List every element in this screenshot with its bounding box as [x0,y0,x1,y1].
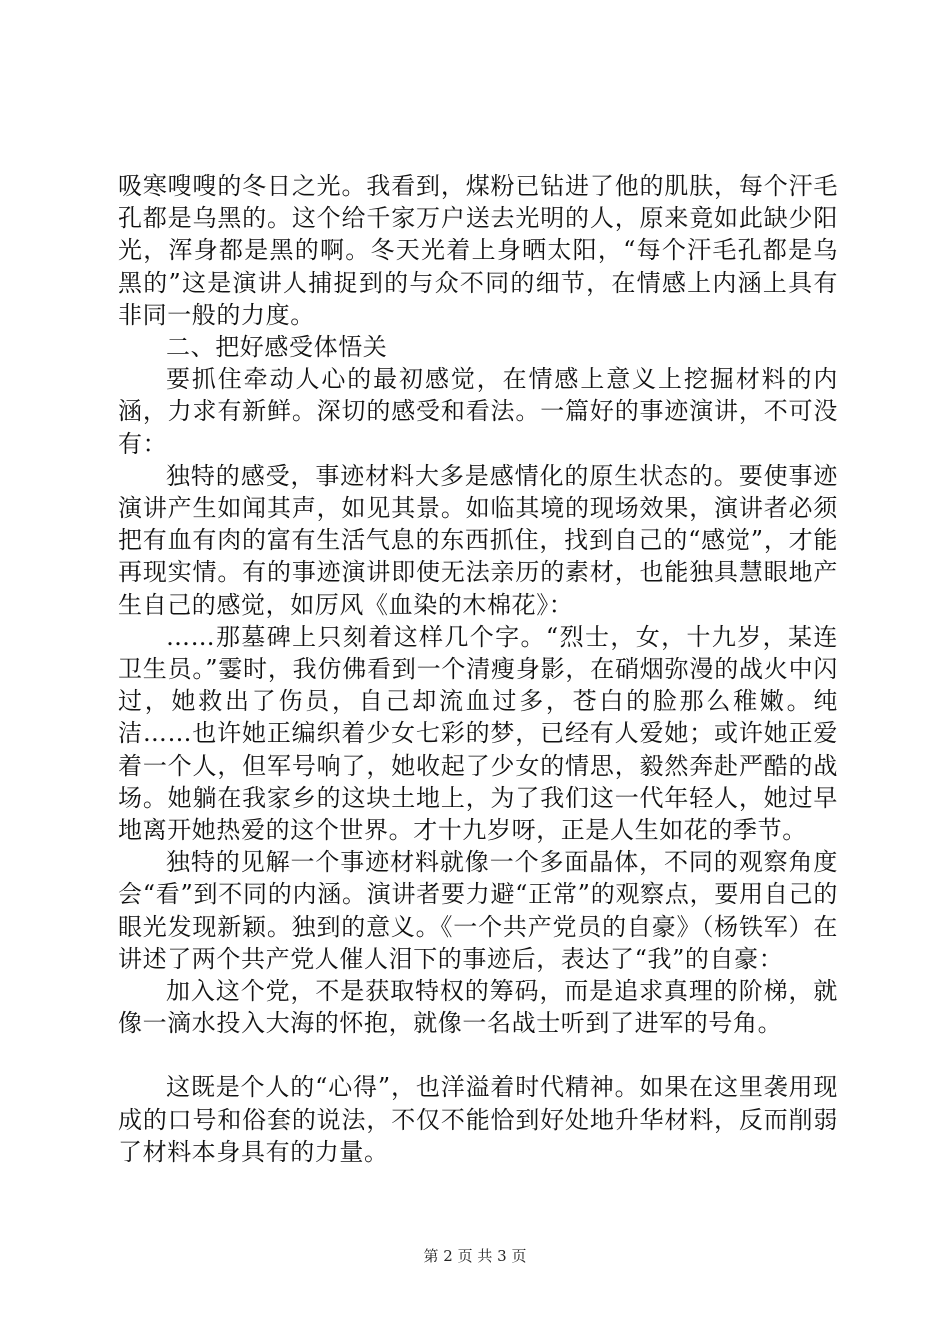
paragraph: 独特的见解一个事迹材料就像一个多面晶体，不同的观察角度会“看”到不同的内涵。演讲者要力避“正常”的观察点，要用自己的眼光发现新颖。独到的意义。《一个共产党员的自豪》（杨铁军）在讲述了两个共产党人催人泪下的事迹后，表达了“我”的自豪： [118,848,838,973]
document-body [118,170,838,1168]
page-number-label: 第 2 页 共 3 页 [423,1247,527,1265]
paragraph: 独特的感受，事迹材料大多是感情化的原生状态的。要使事迹演讲产生如闻其声，如见其景。如临其境的现场效果，演讲者必须把有血有肉的富有生活气息的东西抓住，找到自己的“感觉”，才能再现实情。有的事迹演讲即使无法亲历的素材，也能独具慧眼地产生自己的感觉，如厉风《血染的木棉花》： [118,461,838,619]
paragraph: 这既是个人的“心得”，也洋溢着时代精神。如果在这里袭用现成的口号和俗套的说法，不仅不能恰到好处地升华材料，反而削弱了材料本身具有的力量。 [118,1073,838,1166]
quoted-paragraph: ……那墓碑上只刻着这样几个字。“烈士，女，十九岁，某连卫生员。”霎时，我仿佛看到一个清瘦身影，在硝烟弥漫的战火中闪过，她救出了伤员，自己却流血过多，苍白的脸那么稚嫩。纯洁……也许她正编织着少女七彩的梦，已经有人爱她；或许她正爱着一个人，但军号响了，她收起了少女的情思，毅然奔赴严酷的战场。她躺在我家乡的这块土地上，为了我们这一代年轻人，她过早地离开她热爱的这个世界。才十九岁呀，正是人生如花的季节。 [118,622,838,845]
paragraph: 要抓住牵动人心的最初感觉，在情感上意义上挖掘材料的内涵，力求有新鲜。深切的感受和看法。一篇好的事迹演讲，不可没有： [118,365,838,458]
page-footer [0,1246,950,1266]
quoted-paragraph: 加入这个党，不是获取特权的筹码，而是追求真理的阶梯，就像一滴水投入大海的怀抱，就像一名战士听到了进军的号角。 [118,977,838,1038]
paragraph-continuation: 吸寒嗖嗖的冬日之光。我看到，煤粉已钻进了他的肌肤，每个汗毛孔都是乌黑的。这个给千家万户送去光明的人，原来竟如此缺少阳光，浑身都是黑的啊。冬天光着上身晒太阳，“每个汗毛孔都是乌黑的”这是演讲人捕捉到的与众不同的细节，在情感上内涵上具有非同一般的力度。 [118,172,838,329]
section-heading: 二、把好感受体悟关 [166,333,388,362]
